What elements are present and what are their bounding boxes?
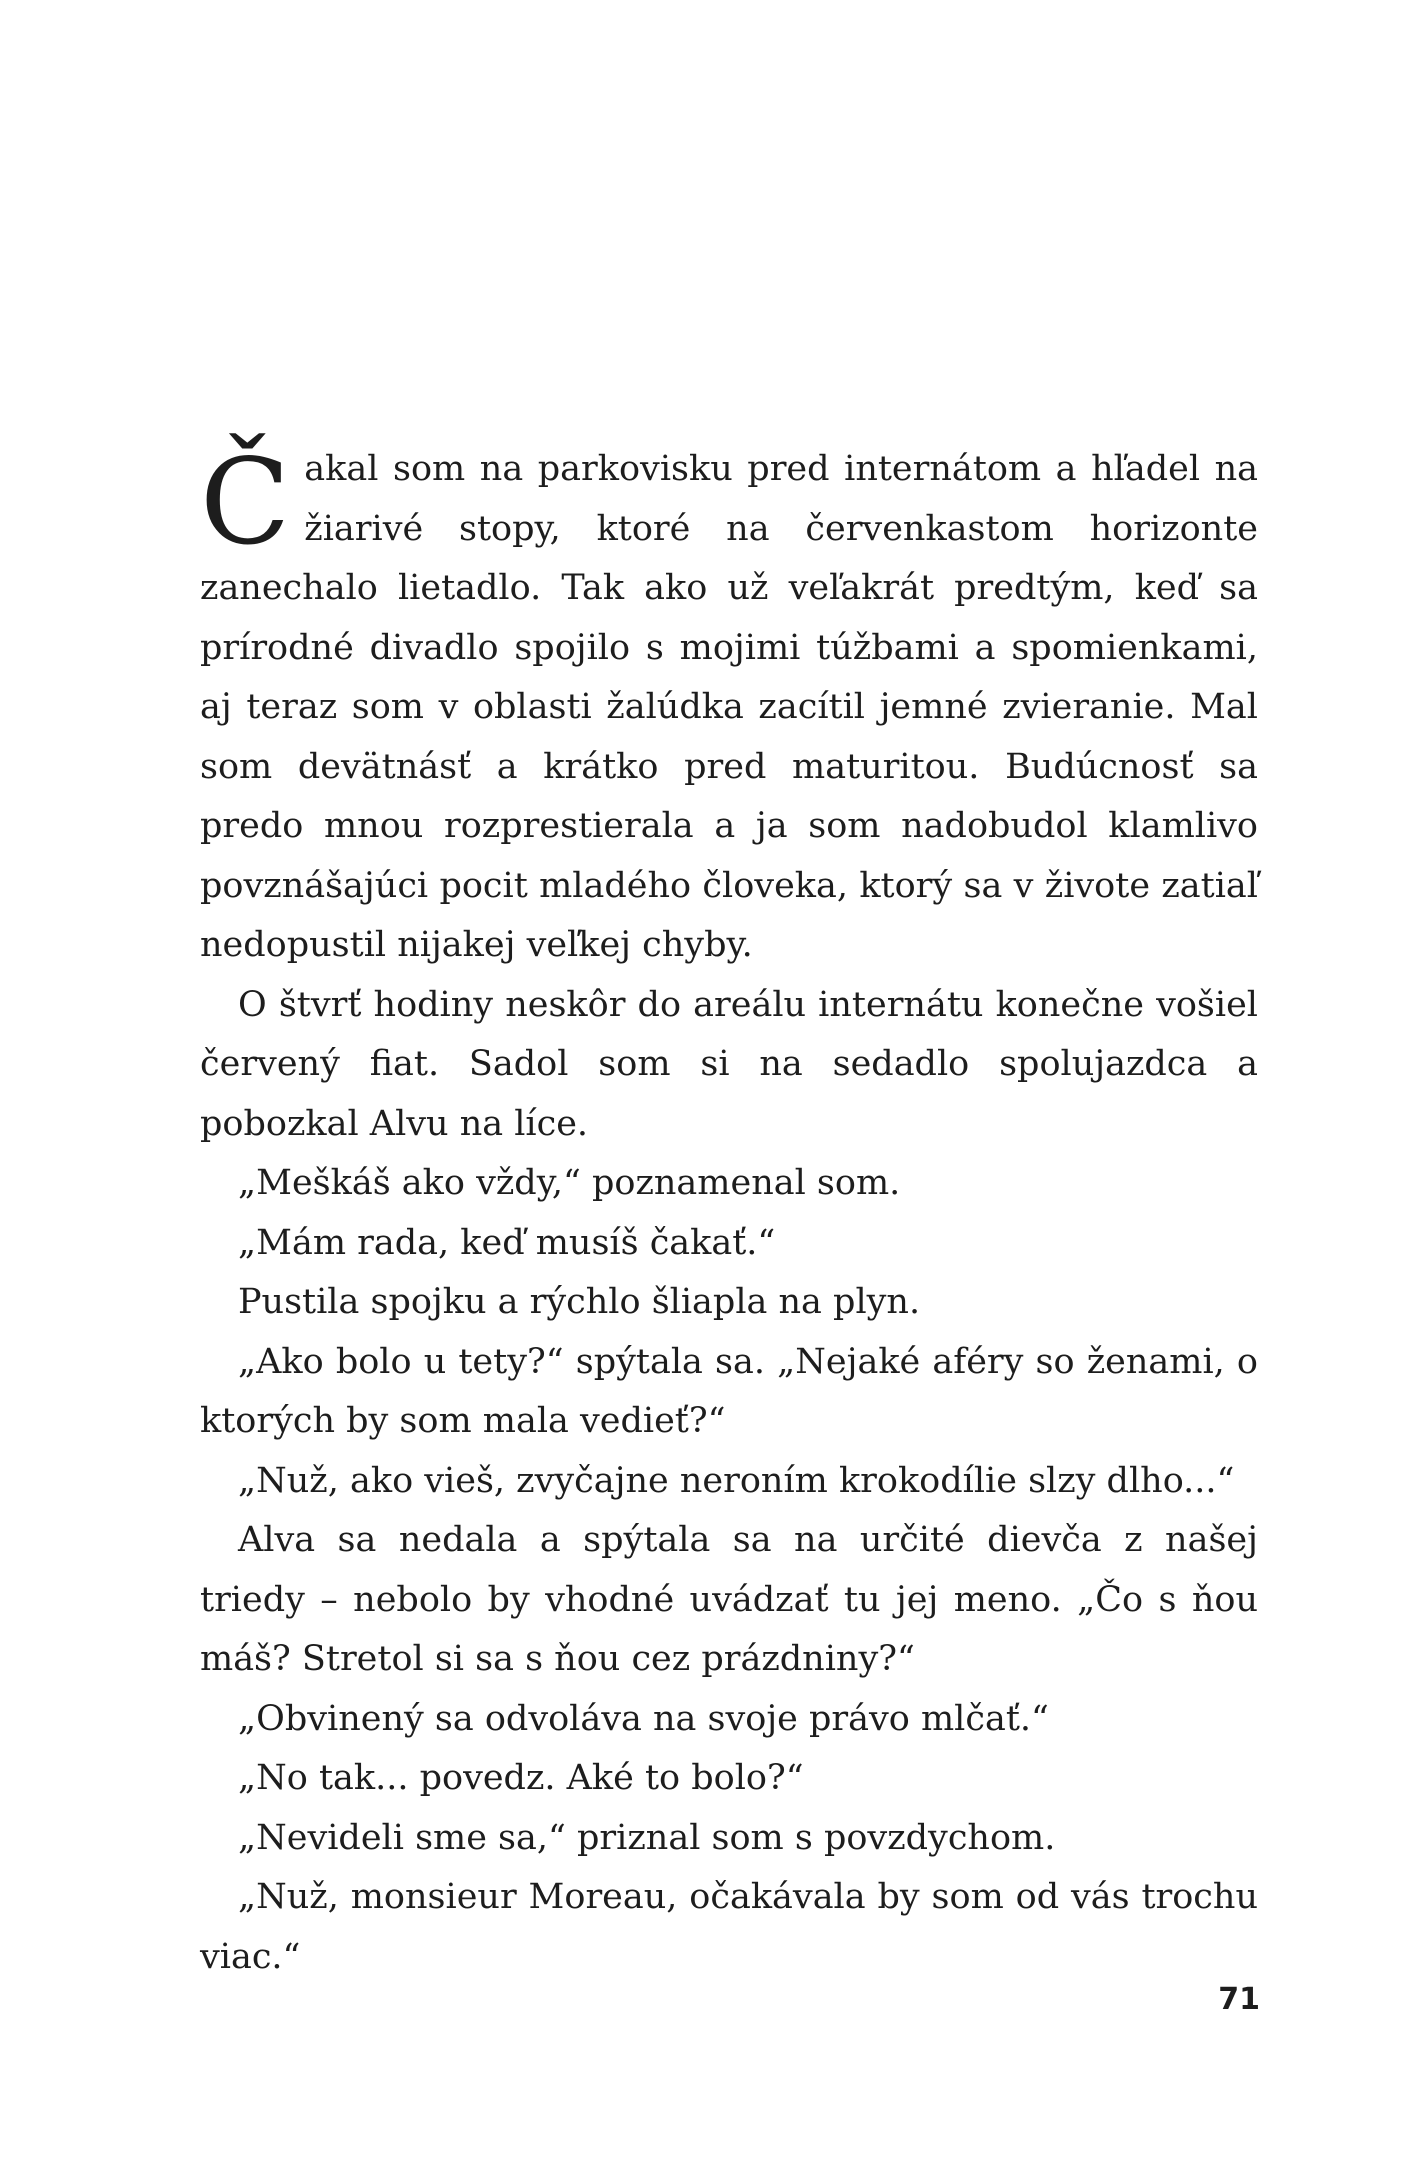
paragraph-8: Alva sa nedala a spýtala sa na určité dievča z našej triedy – nebolo by vhodné uvádzať tu jej meno. „Čo s ňou máš? Stretol si sa s ňou cez prázdniny?“ <box>200 1520 1258 1679</box>
body-text <box>200 433 1258 1987</box>
drop-cap: Č <box>200 433 291 571</box>
paragraph-9: „Obvinený sa odvoláva na svoje právo mlčať.“ <box>238 1698 1049 1739</box>
paragraph-12: „Nuž, monsieur Moreau, očakávala by som od vás trochu viac.“ <box>200 1877 1258 1977</box>
page-number: 71 <box>1218 1982 1260 2017</box>
paragraph-11: „Nevideli sme sa,“ priznal som s povzdychom. <box>238 1817 1056 1858</box>
paragraph-1 <box>200 433 1258 976</box>
paragraph-7: „Nuž, ako vieš, zvyčajne neroním krokodílie slzy dlho...“ <box>238 1460 1235 1501</box>
paragraph-4: „Mám rada, keď musíš čakať.“ <box>238 1222 776 1263</box>
paragraph-6: „Ako bolo u tety?“ spýtala sa. „Nejaké aféry so ženami, o ktorých by som mala vedieť?“ <box>200 1341 1258 1441</box>
paragraph-1-text: akal som na parkovisku pred internátom a hľadel na žiarivé stopy, ktoré na červenkastom horizonte zanechalo lietadlo. Tak ako už veľakrát predtým, keď sa prírodné divadlo spojilo s mojimi túžbami a spomienkami, aj teraz som v oblasti žalúdka zacítil jemné zvieranie. Mal som devätnásť a krátko pred maturitou. Budúcnosť sa predo mnou rozprestierala a ja som nadobudol klamlivo povznášajúci pocit mladého človeka, ktorý sa v živote zatiaľ nedopustil nijakej veľkej chyby. <box>200 449 1258 965</box>
paragraph-5: Pustila spojku a rýchlo šliapla na plyn. <box>238 1282 921 1322</box>
paragraph-10: „No tak... povedz. Aké to bolo?“ <box>238 1758 804 1798</box>
paragraph-2: O štvrť hodiny neskôr do areálu internátu konečne vošiel červený fiat. Sadol som si na sedadlo spolujazdca a pobozkal Alvu na líce. <box>200 984 1258 1144</box>
paragraph-3: „Meškáš ako vždy,“ poznamenal som. <box>238 1163 901 1203</box>
